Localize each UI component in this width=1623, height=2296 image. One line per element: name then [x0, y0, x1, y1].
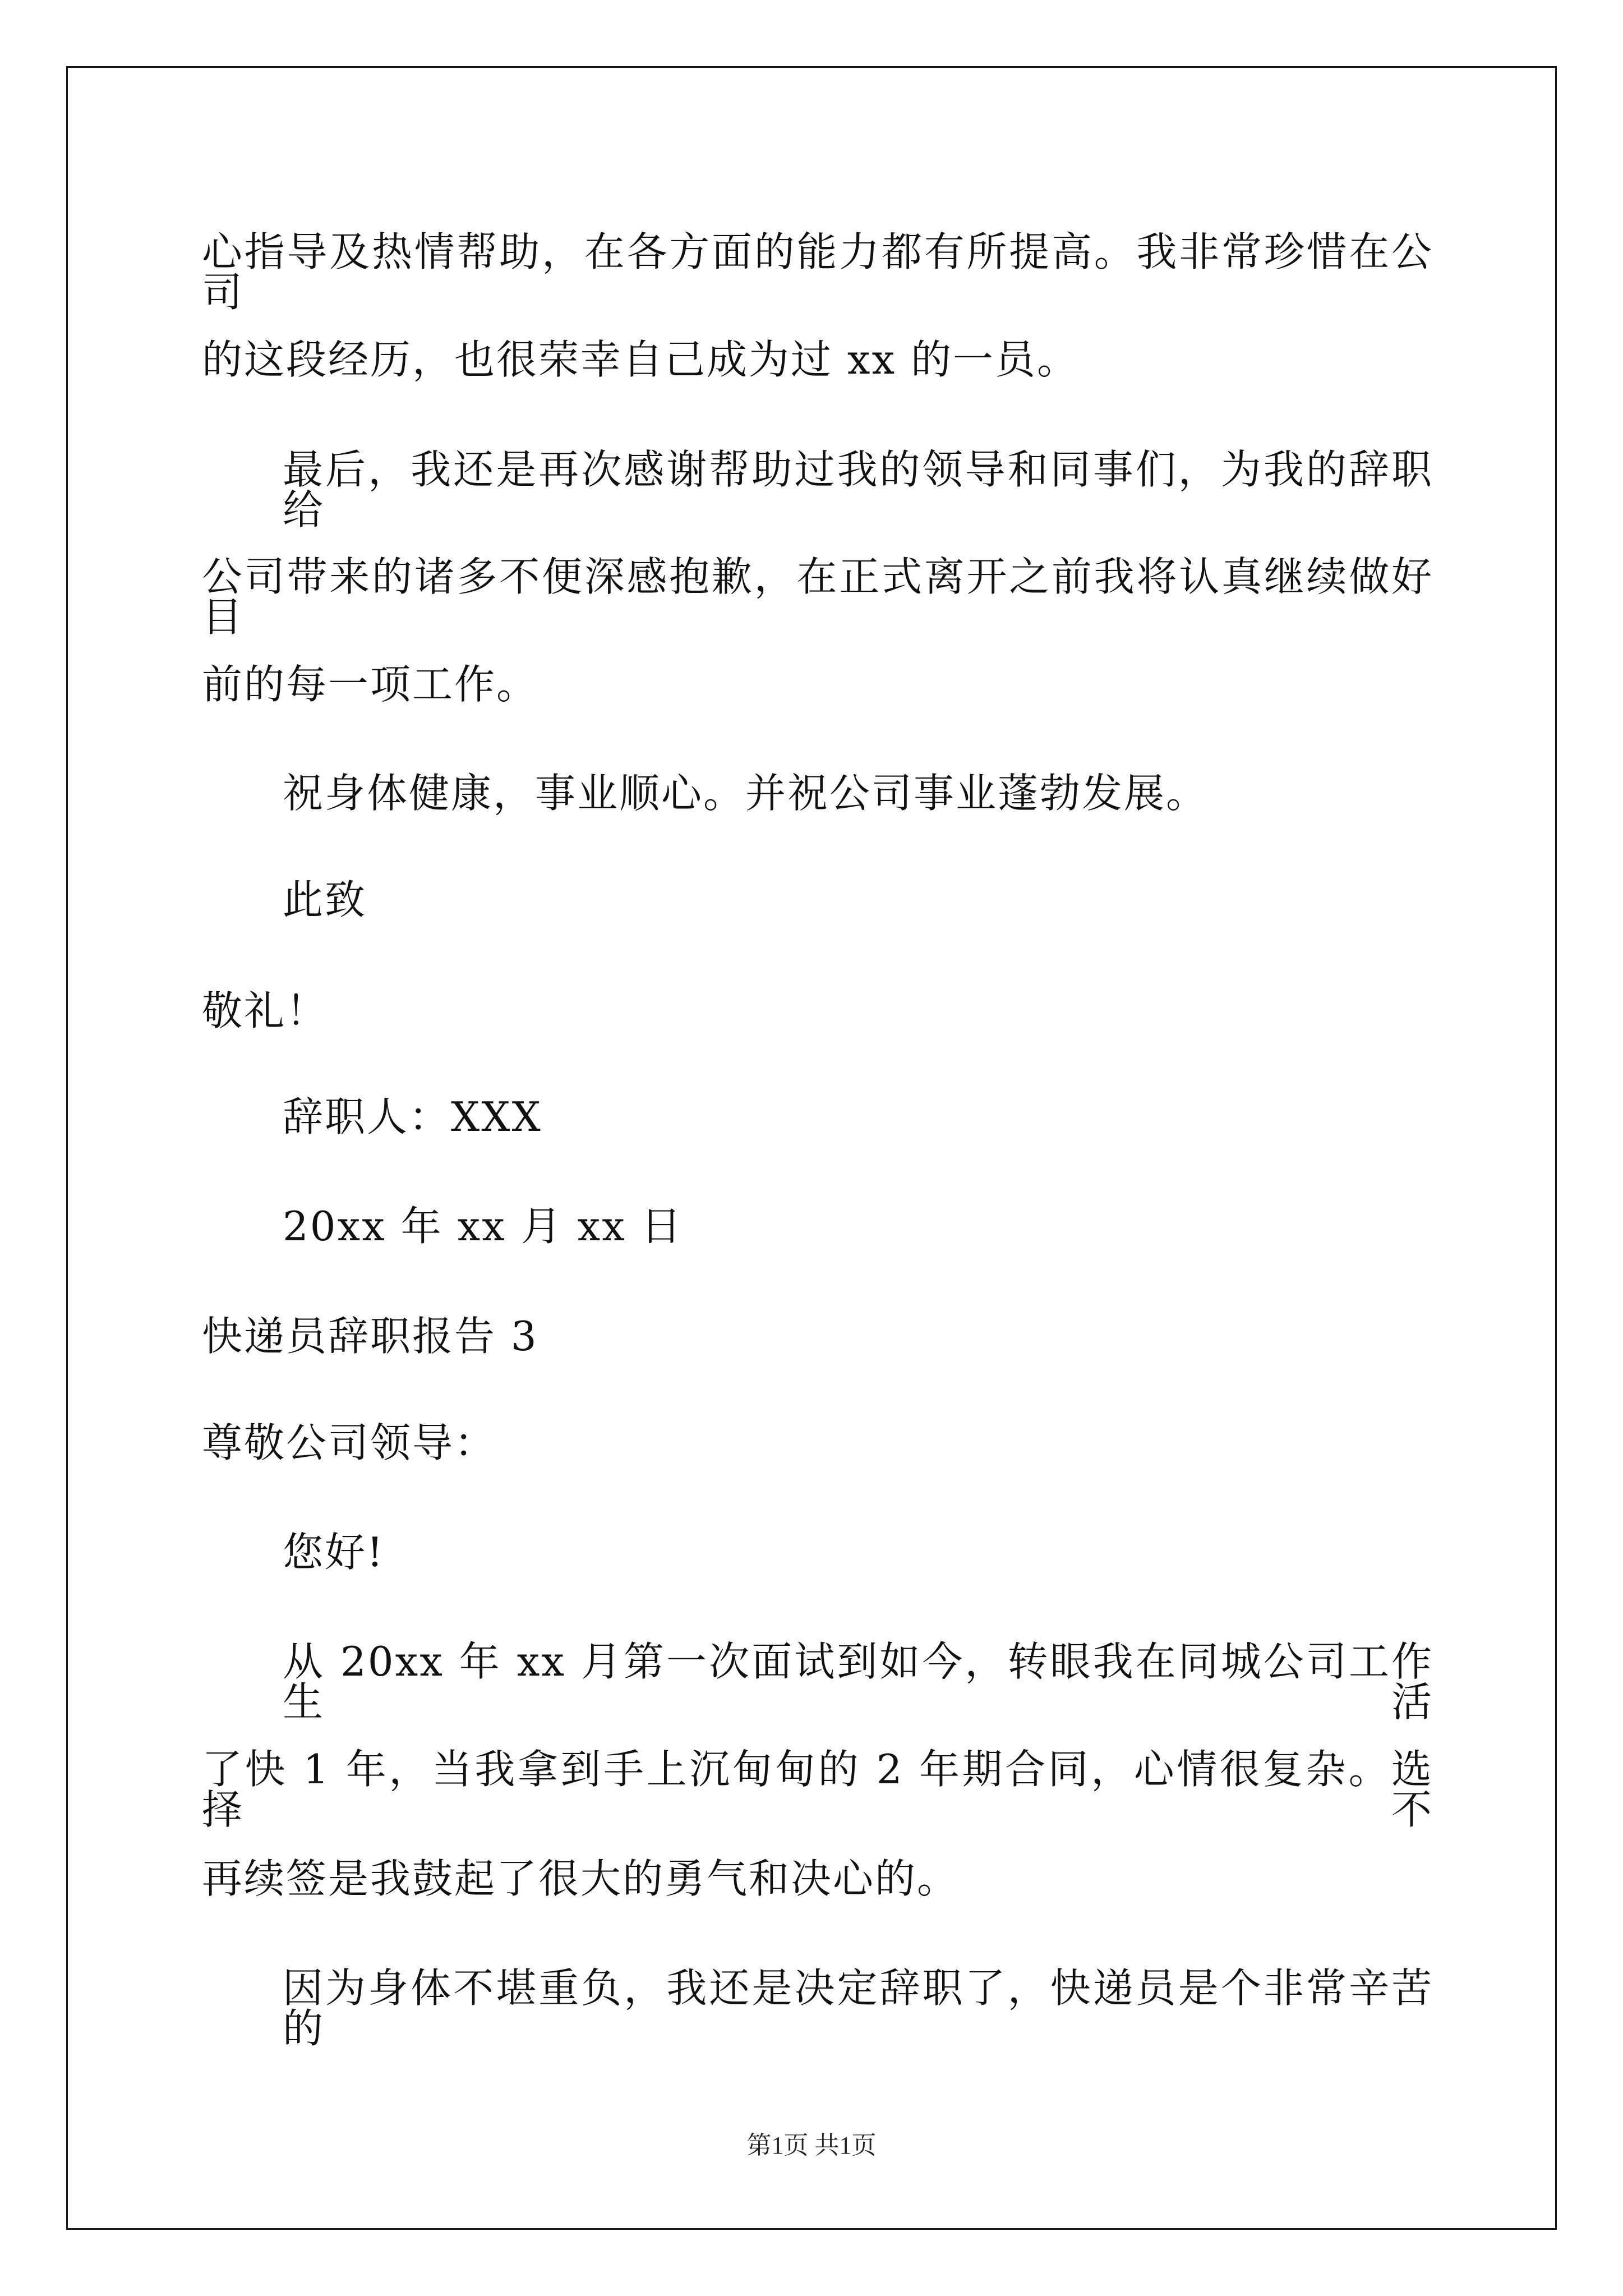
body-line-2: 的这段经历，也很荣幸自己成为过 xx 的一员。 — [202, 336, 1079, 383]
page-border — [66, 66, 1557, 2230]
body-line-1: 心指导及热情帮助，在各方面的能力都有所提高。我非常珍惜在公司 — [202, 228, 1433, 316]
body-line-17: 因为身体不堪重负，我还是决定辞职了，快递员是个非常辛苦的 — [283, 1964, 1433, 2052]
section-title: 快递员辞职报告 3 — [202, 1313, 538, 1360]
hello-line: 您好! — [283, 1529, 385, 1576]
body-line-3: 最后，我还是再次感谢帮助过我的领导和同事们，为我的辞职给 — [283, 446, 1433, 533]
greeting-line: 尊敬公司领导： — [202, 1419, 497, 1466]
date-line: 20xx 年 xx 月 xx 日 — [283, 1203, 683, 1250]
page-footer: 第1页 共1页 — [746, 2132, 877, 2159]
signature-line: 辞职人：XXX — [283, 1093, 542, 1140]
body-line-14: 从 20xx 年 xx 月第一次面试到如今，转眼我在同城公司工作生活 — [283, 1638, 1433, 1726]
body-line-4: 公司带来的诸多不便深感抱歉，在正式离开之前我将认真继续做好目 — [202, 553, 1433, 641]
body-line-16: 再续签是我鼓起了很大的勇气和决心的。 — [202, 1855, 960, 1902]
salutation-line: 敬礼！ — [202, 987, 329, 1034]
body-line-6: 祝身体健康，事业顺心。并祝公司事业蓬勃发展。 — [283, 770, 1209, 817]
closing-line: 此致 — [283, 876, 367, 923]
body-line-5: 前的每一项工作。 — [202, 661, 539, 708]
body-line-15: 了快 1 年，当我拿到手上沉甸甸的 2 年期合同，心情很复杂。选择不 — [202, 1746, 1433, 1833]
